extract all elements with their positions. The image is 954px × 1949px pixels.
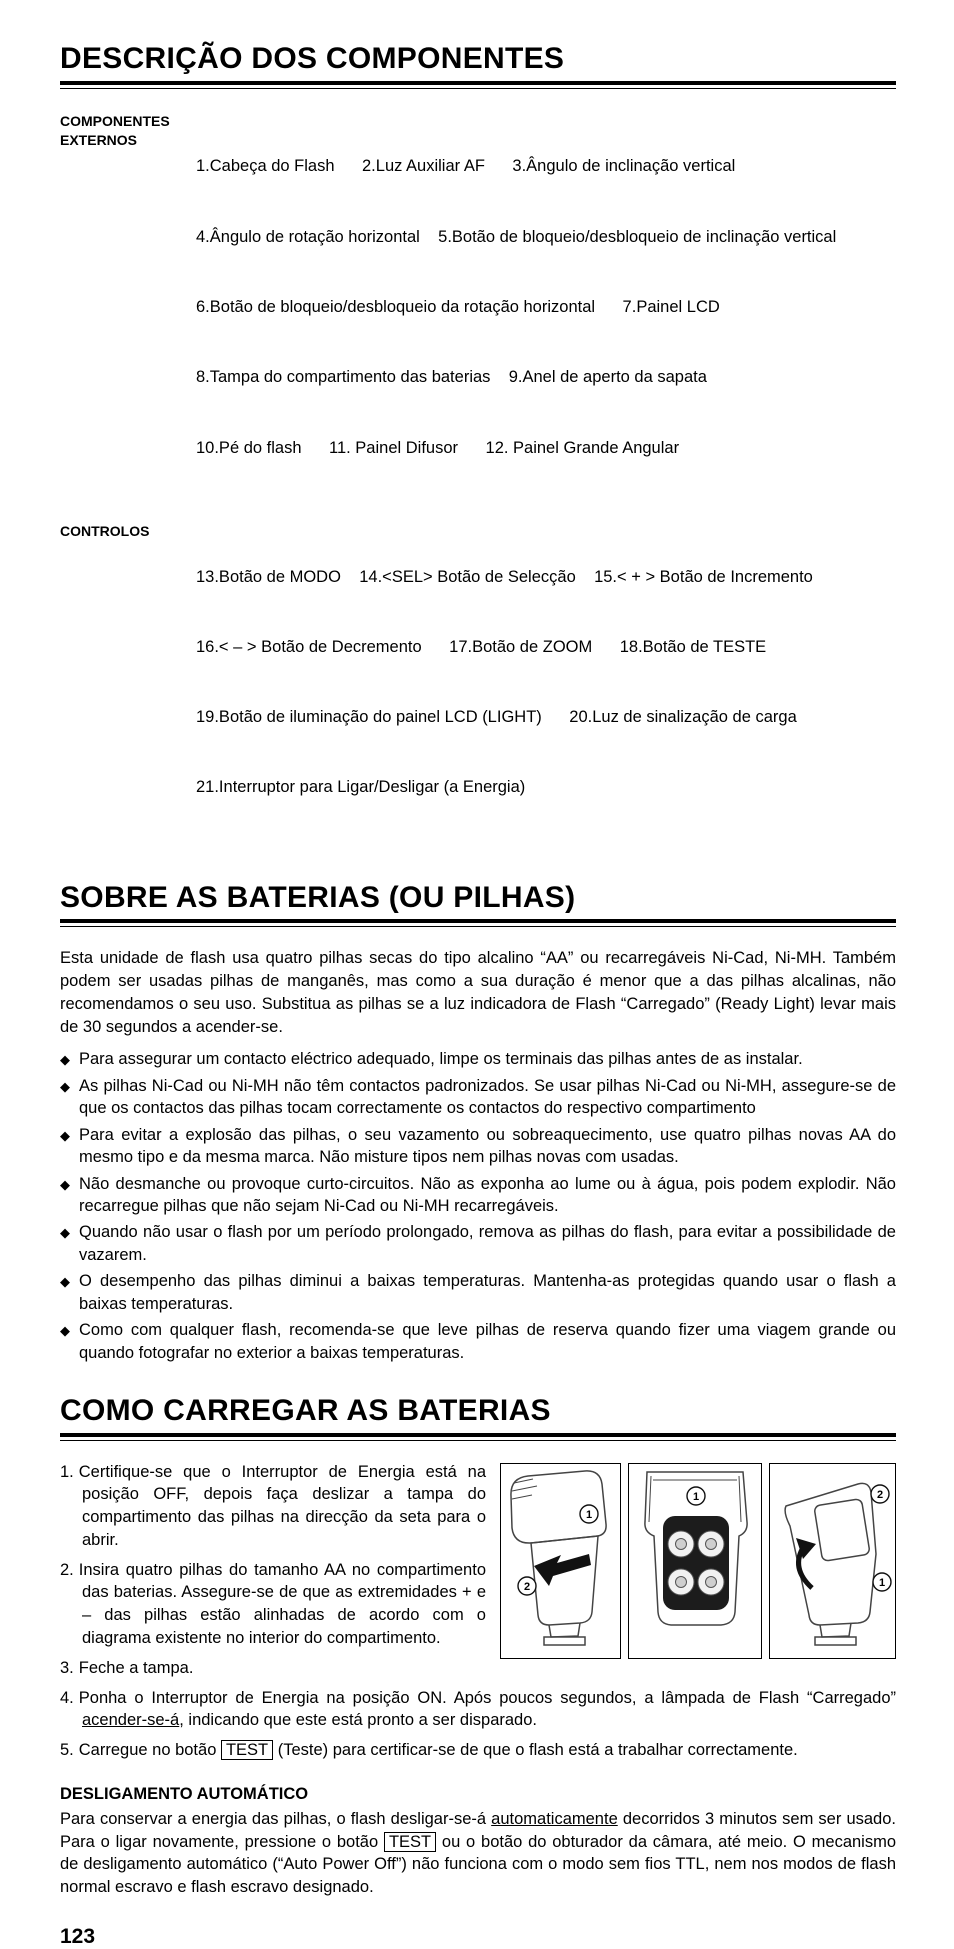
figure-insert-batteries	[628, 1463, 762, 1660]
components-line: 10.Pé do flash 11. Painel Difusor 12. Painel Grande Angular	[196, 438, 680, 457]
figure-close-cover	[769, 1463, 896, 1660]
components-line: 1.Cabeça do Flash 2.Luz Auxiliar AF 3.Ângulo de inclinação vertical	[196, 157, 736, 176]
step-text	[79, 1740, 798, 1760]
step-number: 5.	[60, 1741, 74, 1760]
svg-text:1: 1	[692, 1490, 700, 1503]
figure-marker-1	[873, 1573, 891, 1591]
diamond-bullet-icon: ◆	[60, 1323, 70, 1339]
underlined-text: automaticamente	[491, 1809, 618, 1828]
section-charging	[60, 1394, 896, 1899]
components-title: DESCRIÇÃO DOS COMPONENTES	[60, 42, 565, 75]
step-number: 4.	[60, 1688, 74, 1707]
text-run: , indicando que este está pronto a ser disparado.	[179, 1711, 537, 1730]
battery-compartment	[663, 1516, 729, 1610]
charging-title: COMO CARREGAR AS BATERIAS	[60, 1394, 551, 1428]
bullet-text: Quando não usar o flash por um período prolongado, remova as pilhas do flash, para evitar a possibilidade de vazarem.	[79, 1223, 896, 1264]
bullet-text: Para assegurar um contacto eléctrico adequado, limpe os terminais das pilhas antes de as instalar.	[79, 1050, 803, 1069]
components-row-controlos	[60, 519, 896, 847]
bullet-item	[60, 1124, 896, 1169]
diamond-bullet-icon: ◆	[60, 1225, 70, 1241]
text-run: Para conservar a energia das pilhas, o flash desligar-se-á	[60, 1809, 492, 1828]
svg-text:1: 1	[878, 1576, 886, 1589]
step-text	[79, 1561, 486, 1647]
components-row-externos	[60, 109, 896, 507]
bullet-text: Não desmanche ou provoque curto-circuitos. Não as exponha ao lume ou à água, pois podem explodir. Não recarregue pilhas que não sejam Ni-Cad ou Ni-MH recarregáveis.	[79, 1174, 896, 1215]
step-item	[60, 1739, 896, 1762]
bullet-item	[60, 1173, 896, 1218]
arrow-icon	[534, 1554, 591, 1586]
components-list	[60, 109, 896, 847]
step-item	[60, 1657, 896, 1680]
figure-insert-batteries-drawing	[629, 1464, 761, 1652]
text-run: decorridos 3 minutos sem ser usado. Para o ligar novamente, pressione o botão	[60, 1809, 896, 1851]
bullet-item	[60, 1221, 896, 1266]
charging-steps	[60, 1461, 896, 1769]
svg-text:1: 1	[585, 1508, 593, 1521]
text-run: Certifique-se que o Interruptor de Energia está na posição OFF, depois faça deslizar a tampa do compartimento das pilhas na direcção da seta para o abrir.	[78, 1462, 486, 1549]
step-item	[60, 1687, 896, 1733]
text-run: Insira quatro pilhas do tamanho AA no compartimento das baterias. Assegure-se de que as extremidades + e – das pilhas estão alinhadas de acordo com o diagrama existente no interior do compartimento.	[78, 1560, 486, 1647]
text-run: Feche a tampa.	[78, 1658, 194, 1677]
bullet-text: Como com qualquer flash, recomenda-se que leve pilhas de reserva quando fizer uma viagem grande ou quando fotografar no exterior a baixas temperaturas.	[79, 1321, 896, 1362]
components-row-lines	[196, 519, 896, 847]
auto-power-off-heading: DESLIGAMENTO AUTOMÁTICO	[60, 1784, 309, 1803]
svg-text:2: 2	[523, 1580, 531, 1593]
bullet-text: O desempenho das pilhas diminui a baixas temperaturas. Mantenha-as protegidas quando usar o flash a baixas temperaturas.	[79, 1272, 896, 1313]
title-rule-thin	[60, 926, 896, 927]
components-row-label: CONTROLOS	[60, 522, 150, 539]
page-number: 123	[60, 1924, 96, 1948]
svg-text:2: 2	[876, 1488, 884, 1501]
figure-marker-2	[518, 1577, 536, 1595]
battery-figures	[500, 1463, 896, 1660]
batteries-title: SOBRE AS BATERIAS (OU PILHAS)	[60, 880, 576, 914]
components-line: 21.Interruptor para Ligar/Desligar (a Energia)	[196, 778, 526, 797]
components-line: 13.Botão de MODO 14.<SEL> Botão de Selecção 15.< + > Botão de Incremento	[196, 567, 813, 586]
bullet-item	[60, 1270, 896, 1315]
diamond-bullet-icon: ◆	[60, 1078, 70, 1094]
figure-marker-1	[687, 1487, 705, 1505]
test-key-label: TEST	[221, 1740, 273, 1760]
title-rule-thin	[60, 1440, 896, 1441]
title-rule-thin	[60, 88, 896, 89]
step-text	[79, 1659, 194, 1677]
figure-open-cover	[500, 1463, 621, 1660]
diamond-bullet-icon: ◆	[60, 1274, 70, 1290]
title-rule-thick	[60, 919, 896, 923]
diamond-bullet-icon: ◆	[60, 1127, 70, 1143]
bullet-item	[60, 1075, 896, 1120]
diamond-bullet-icon: ◆	[60, 1176, 70, 1192]
section-batteries	[60, 881, 896, 1364]
figure-close-cover-drawing	[770, 1464, 895, 1652]
bullet-item	[60, 1048, 896, 1070]
components-row-lines	[196, 109, 896, 507]
text-run: ou o botão do obturador da câmara, até meio. O mecanismo de desligamento automático (“Auto Power Off”) não funciona com o modo sem fios TTL, nem nos modos de flash normal escravo e flash escravo designado.	[60, 1832, 897, 1897]
components-line: 16.< – > Botão de Decremento 17.Botão de ZOOM 18.Botão de TESTE	[196, 637, 767, 656]
text-run: (Teste) para certificar-se de que o flash está a trabalhar correctamente.	[273, 1741, 798, 1760]
step-text	[79, 1463, 486, 1549]
text-run: Ponha o Interruptor de Energia na posição ON. Após poucos segundos, a lâmpada de Flash “Carregado”	[78, 1688, 896, 1707]
arrow-icon	[796, 1538, 816, 1588]
test-key-label: TEST	[384, 1832, 436, 1852]
title-rule-thick	[60, 81, 896, 85]
title-rule-thick	[60, 1433, 896, 1437]
bullet-item	[60, 1319, 896, 1364]
section-components	[60, 42, 896, 847]
step-number: 3.	[60, 1658, 74, 1677]
bullet-text: Para evitar a explosão das pilhas, o seu vazamento ou sobreaquecimento, use quatro pilhas novas AA do mesmo tipo e da mesma marca. Não misture tipos nem pilhas novas com usadas.	[79, 1125, 896, 1167]
step-number: 2.	[60, 1560, 74, 1579]
figure-marker-1	[580, 1505, 598, 1523]
components-line: 8.Tampa do compartimento das baterias 9.Anel de aperto da sapata	[196, 368, 707, 387]
components-line: 19.Botão de iluminação do painel LCD (LIGHT) 20.Luz de sinalização de carga	[196, 708, 797, 727]
step-number: 1.	[60, 1462, 74, 1481]
batteries-bullets	[60, 1048, 896, 1364]
components-row-label: COMPONENTES EXTERNOS	[60, 112, 170, 149]
underlined-text: acender-se-á	[82, 1711, 180, 1730]
auto-power-off-text	[60, 1808, 896, 1899]
batteries-intro: Esta unidade de flash usa quatro pilhas secas do tipo alcalino “AA” ou recarregáveis Ni-Cad, Ni-MH. Também podem ser usadas pilhas de manganês, mas como a sua duração é menor que a das pilhas alcalinas, não recomendamos o seu uso. Substitua as pilhas se a luz indicadora de Flash “Carregado” (Ready Light) levar mais de 30 segundos a acender-se.	[60, 949, 896, 1036]
diamond-bullet-icon: ◆	[60, 1052, 70, 1068]
text-run: Carregue no botão	[78, 1741, 221, 1760]
components-line: 6.Botão de bloqueio/desbloqueio da rotação horizontal 7.Painel LCD	[196, 297, 720, 316]
step-text	[79, 1689, 896, 1730]
components-line: 4.Ângulo de rotação horizontal 5.Botão de bloqueio/desbloqueio de inclinação vertical	[196, 227, 837, 246]
bullet-text: As pilhas Ni-Cad ou Ni-MH não têm contactos padronizados. Se usar pilhas Ni-Cad ou Ni-MH, assegure-se de que os contactos das pilhas tocam correctamente os contactos do respectivo compartimento	[79, 1076, 896, 1118]
figure-open-cover-drawing	[501, 1464, 620, 1652]
figure-marker-2	[871, 1485, 889, 1503]
